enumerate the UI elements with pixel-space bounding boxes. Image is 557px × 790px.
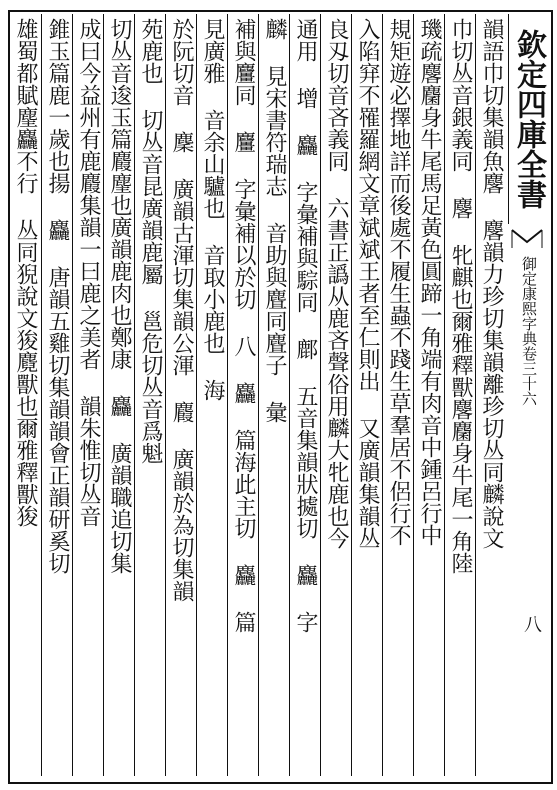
column-text: 規矩遊必擇地詳而後處不履生蟲不踐生草羣居不侶行不: [386, 18, 411, 546]
column-text: 璣疏麐麕身牛尾馬足黃色圓蹄一角端有肉音中鍾呂行中: [417, 18, 442, 546]
document-title: 欽定四庫全書: [511, 29, 546, 209]
column-text: 入陷穽不罹羅網文章斌斌王者至仁則出 又廣韻集韻丛: [355, 18, 380, 549]
column-text: 苑鹿也 切丛音昆廣韻鹿屬 邕危切丛音爲魁: [138, 18, 163, 464]
column-text: 雄蜀都賦麈麤不行 丛同猊說文狻麑獸也爾雅釋獸狻: [13, 18, 38, 527]
text-column: [382, 14, 414, 776]
text-column: [227, 14, 259, 776]
column-text: 通用 增 麤 字彙補與騌同 鄜 五音集韻狀㨿切 麤 字: [293, 18, 318, 633]
column-text: 成曰今益州有鹿麚集韻一曰鹿之美者 韻朱惟切丛音: [76, 18, 101, 527]
text-column: [258, 14, 290, 776]
text-column: [165, 14, 197, 776]
text-column: [134, 14, 166, 776]
text-column: [103, 14, 135, 776]
column-text: 巾切丛音銀義同 麐 牝麒也爾雅釋獸麐麕身牛尾一角陸: [448, 18, 473, 574]
text-column: [41, 14, 73, 776]
text-column: [413, 14, 445, 776]
text-column: [351, 14, 383, 776]
source-label: 御定康熙字典: [520, 256, 538, 346]
text-column: [444, 14, 476, 776]
text-column: [10, 14, 41, 776]
text-column: [289, 14, 321, 776]
fish-tail-marker-icon: [510, 228, 544, 250]
text-column: [72, 14, 104, 776]
column-text: 補與麠同 麠 字彙補以於切 八 麤 篇海此主切 麤 篇: [231, 18, 256, 633]
source-line: [518, 256, 540, 506]
text-column: [196, 14, 228, 776]
column-text: 見廣雅 音余山驢也 音取小鹿也 海: [200, 18, 225, 401]
volume-label: 卷三十六: [520, 346, 538, 406]
text-column: [475, 14, 507, 776]
column-text: 麟 見宋書符瑞志 音助與麆同麆子 彙: [262, 18, 287, 423]
column-text: 良刄切音吝義同 六書正譌从鹿吝聲俗用麟大牝鹿也今: [324, 18, 349, 549]
column-text: 韻語巾切集韻魚麐 麐韻力珍切集韻離珍切丛同麟說文: [479, 18, 504, 549]
page-number: 八: [521, 615, 542, 633]
column-text: 切丛音逡玉篇麚麈也廣韻鹿肉也鄭康 麤 廣韻職追切集: [107, 18, 132, 574]
column-text: 於阮切音 麇 廣韻古渾切集韻公渾 麚 廣韻於為切集韻: [169, 18, 194, 602]
column-text: 錐玉篇鹿一歲也揚 麤 唐韻五雞切集韻韻會正韻研奚切: [45, 18, 70, 574]
text-column: [320, 14, 352, 776]
